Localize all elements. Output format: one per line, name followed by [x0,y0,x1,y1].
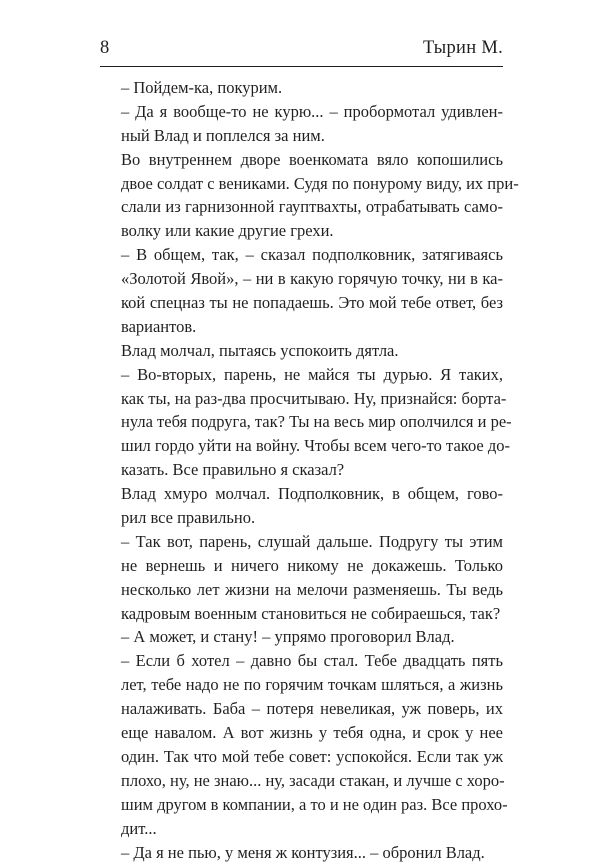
text-line: – Да я не пью, у меня ж контузия... – обронил Влад. [100,841,503,864]
header-rule [100,66,503,67]
paragraph [100,625,503,649]
text-line: лет, тебе надо не по горячим точкам шляться, а жизнь [100,673,503,697]
text-line: – А может, и стану! – упрямо проговорил Влад. [100,625,503,649]
text-line: один. Так что мой тебе совет: успокойся. Если так уж [100,745,503,769]
paragraph [100,649,503,840]
paragraph [100,841,503,864]
text-line: – Пойдем-ка, покурим. [100,76,503,100]
running-head-author: Тырин М. [423,36,503,60]
text-line: Во внутреннем дворе военкомата вяло копошились [100,148,503,172]
text-line: еще навалом. А вот жизнь у тебя одна, и срок у нее [100,721,503,745]
text-line: не вернешь и ничего никому не докажешь. Только [100,554,503,578]
text-line: казать. Все правильно я сказал? [100,458,503,482]
text-line: – Так вот, парень, слушай дальше. Подругу ты этим [100,530,503,554]
paragraph [100,243,503,339]
text-line: как ты, на раз-два просчитываю. Ну, признайся: борта- [100,387,503,411]
paragraph [100,530,503,626]
text-line: – Да я вообще-то не курю... – пробормотал удивлен- [100,100,503,124]
text-line: Влад молчал, пытаясь успокоить дятла. [100,339,503,363]
paragraph [100,148,503,244]
text-line: слали из гарнизонной гауптвахты, отрабатывать само- [100,195,503,219]
paragraph [100,100,503,148]
text-line: кой спецназ ты не попадаешь. Это мой тебе ответ, без [100,291,503,315]
running-head [100,36,503,60]
text-line: вариантов. [100,315,503,339]
text-line: дит... [100,817,503,841]
text-line: рил все правильно. [100,506,503,530]
text-line: Влад хмуро молчал. Подполковник, в общем, гово- [100,482,503,506]
text-line: шим другом в компании, а то и не один раз. Все прохо- [100,793,503,817]
text-line: налаживать. Баба – потеря невеликая, уж поверь, их [100,697,503,721]
text-line: двое солдат с вениками. Судя по понурому виду, их при- [100,172,503,196]
text-line: плохо, ну, не знаю... ну, засади стакан, и лучше с хоро- [100,769,503,793]
text-line: – Во-вторых, парень, не майся ты дурью. Я таких, [100,363,503,387]
text-line: волку или какие другие грехи. [100,219,503,243]
body-text [100,76,503,864]
text-line: нула тебя подруга, так? Ты на весь мир ополчился и ре- [100,410,503,434]
text-line: несколько лет жизни на мелочи разменяешь. Ты ведь [100,578,503,602]
text-line: ный Влад и поплелся за ним. [100,124,503,148]
text-line: – Если б хотел – давно бы стал. Тебе двадцать пять [100,649,503,673]
text-line: «Золотой Явой», – ни в какую горячую точку, ни в ка- [100,267,503,291]
paragraph [100,339,503,363]
paragraph [100,363,503,482]
paragraph [100,76,503,100]
text-line: – В общем, так, – сказал подполковник, затягиваясь [100,243,503,267]
paragraph [100,482,503,530]
text-line: шил гордо уйти на войну. Чтобы всем чего-то такое до- [100,434,503,458]
text-line: кадровым военным становиться не собираешься, так? [100,602,503,626]
page-number: 8 [100,36,109,60]
